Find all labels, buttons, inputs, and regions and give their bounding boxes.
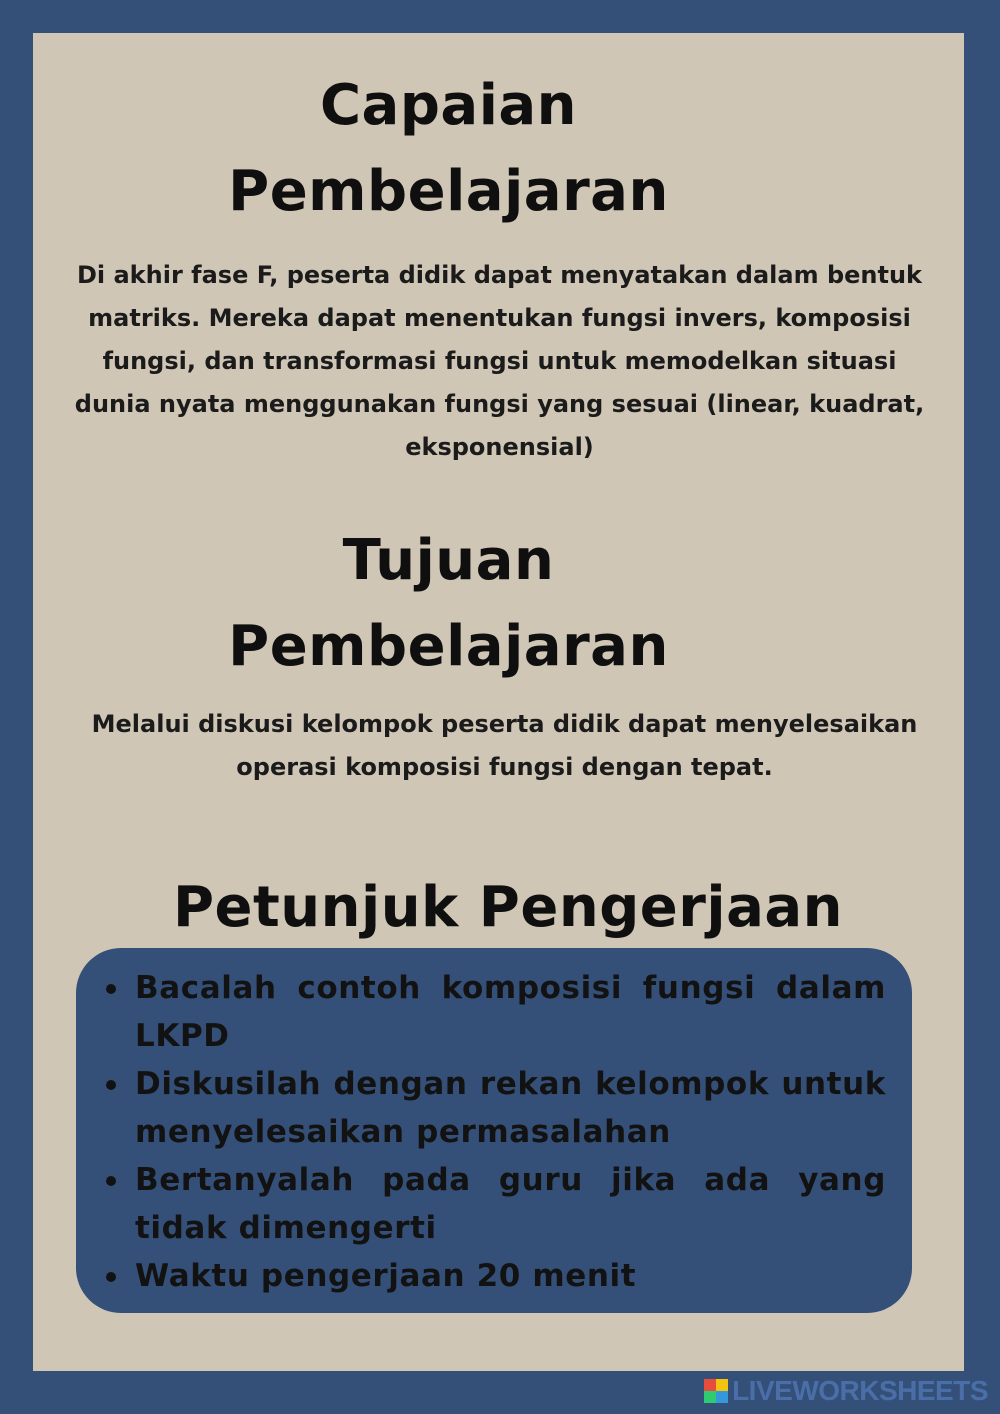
instruction-list bbox=[102, 964, 886, 1300]
capaian-heading bbox=[33, 63, 864, 235]
tujuan-heading bbox=[33, 518, 864, 690]
instruction-text: Diskusilah dengan rekan kelompok untuk menyelesaikan permasalahan bbox=[135, 1066, 886, 1150]
instruction-item bbox=[102, 1060, 886, 1156]
instruction-item bbox=[102, 1252, 886, 1300]
tujuan-text: Melalui diskusi kelompok peserta didik dapat menyelesaikan operasi komposisi fungsi dengan tepat. bbox=[91, 710, 918, 781]
liveworksheets-logo-icon bbox=[704, 1379, 728, 1403]
instruction-item bbox=[102, 964, 886, 1060]
instruction-text: Waktu pengerjaan 20 menit bbox=[135, 1258, 637, 1294]
instruction-box bbox=[76, 948, 912, 1313]
tujuan-heading-line2: Pembelajaran bbox=[228, 614, 669, 679]
instruction-text: Bertanyalah pada guru jika ada yang tidak dimengerti bbox=[135, 1162, 886, 1246]
bullet-icon bbox=[106, 1176, 116, 1186]
worksheet-page bbox=[33, 33, 964, 1371]
bullet-icon bbox=[106, 1272, 116, 1282]
instruction-text: Bacalah contoh komposisi fungsi dalam LKPD bbox=[135, 970, 886, 1054]
bullet-icon bbox=[106, 1080, 116, 1090]
capaian-heading-line2: Pembelajaran bbox=[228, 159, 669, 224]
capaian-text: Di akhir fase F, peserta didik dapat menyatakan dalam bentuk matriks. Mereka dapat menentukan fungsi invers, komposisi fungsi, dan transformasi fungsi untuk memodelkan situasi dunia nyata menggunakan fungsi yang sesuai (linear, kuadrat, eksponensial) bbox=[74, 261, 925, 461]
capaian-heading-line1: Capaian bbox=[319, 73, 578, 138]
watermark-text: LIVEWORKSHEETS bbox=[732, 1375, 988, 1406]
petunjuk-heading: Petunjuk Pengerjaan bbox=[172, 875, 844, 940]
tujuan-heading-line1: Tujuan bbox=[342, 528, 555, 593]
instruction-item bbox=[102, 1156, 886, 1252]
bullet-icon bbox=[106, 984, 116, 994]
liveworksheets-watermark[interactable] bbox=[704, 1376, 988, 1406]
